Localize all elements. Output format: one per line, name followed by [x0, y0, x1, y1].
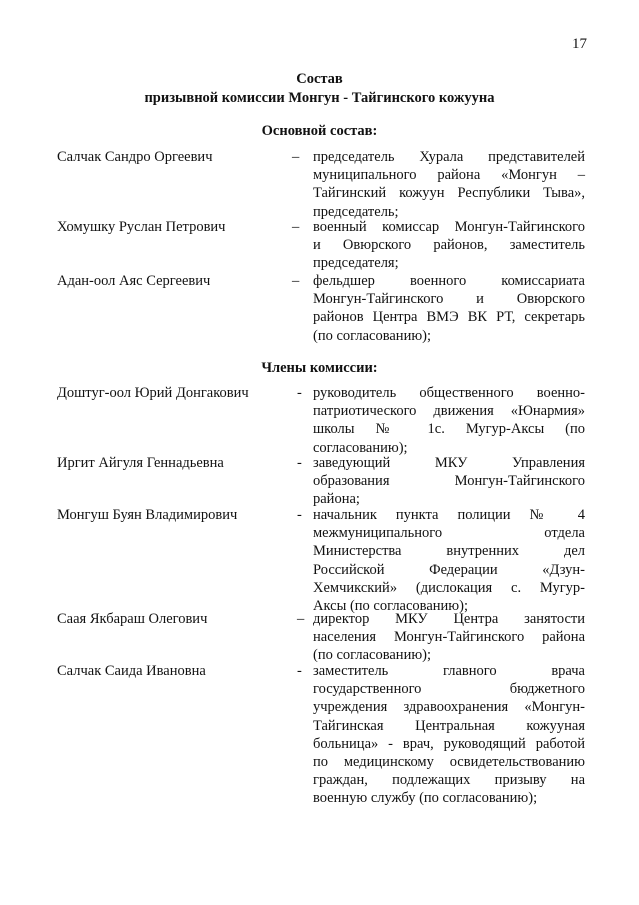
role-line: Аксы (по согласованию); — [313, 597, 468, 614]
member-name: Адан-оол Аяс Сергеевич — [57, 273, 211, 289]
role-line: Тайгинский кожуун Республики Тыва», — [313, 185, 585, 202]
member-dash: – — [292, 273, 300, 289]
role-line: учреждения здравоохранения «Монгун- — [313, 699, 585, 716]
role-line: и Овюрского районов, заместитель — [313, 237, 585, 254]
member-role-description — [313, 506, 585, 615]
role-line: директор МКУ Центра занятости — [313, 611, 585, 627]
role-line: начальник пункта полиции № 4 — [313, 507, 585, 523]
member-dash: - — [297, 385, 302, 401]
role-line: фельдшер военного комиссариата — [313, 273, 585, 289]
member-role-description — [313, 148, 585, 221]
member-role-description — [313, 662, 585, 808]
members-section-heading: Члены комиссии: — [261, 360, 378, 376]
role-line: военный комиссар Монгун-Тайгинского — [313, 219, 585, 235]
member-name: Салчак Сандро Оргеевич — [57, 149, 213, 165]
role-line: (по согласованию); — [313, 647, 432, 664]
role-line: заведующий МКУ Управления — [313, 455, 585, 471]
member-name: Хомушку Руслан Петрович — [57, 219, 226, 235]
member-dash: – — [292, 219, 300, 235]
member-dash: - — [297, 663, 302, 679]
member-name: Салчак Саида Ивановна — [57, 663, 206, 679]
role-line: государственного бюджетного — [313, 681, 585, 698]
document-title-line-1: Состав — [296, 71, 343, 87]
member-role-description — [313, 272, 585, 345]
member-dash: – — [292, 149, 300, 165]
role-line: руководитель общественного военно- — [313, 385, 585, 401]
role-line: председатель; — [313, 203, 399, 220]
role-line: школы № 1с. Мугур-Аксы (по — [313, 421, 585, 438]
role-line: Тайгинская Центральная кожууная — [313, 717, 585, 734]
member-name: Монгуш Буян Владимирович — [57, 507, 238, 523]
role-line: по медицинскому освидетельствованию — [313, 753, 585, 770]
member-dash: - — [297, 507, 302, 523]
role-line: патриотического движения «Юнармия» — [313, 403, 585, 420]
role-line: района; — [313, 491, 360, 508]
role-line: муниципального района «Монгун – — [313, 167, 585, 184]
document-title-line-2: призывной комиссии Монгун - Тайгинского кожууна — [144, 90, 495, 106]
role-line: больница» - врач, руководящий работой — [313, 735, 585, 752]
role-line: Монгун-Тайгинского и Овюрского — [313, 291, 585, 308]
role-line: Министерства внутренних дел — [313, 543, 585, 560]
role-line: председателя; — [313, 255, 399, 272]
role-line: (по согласованию); — [313, 327, 432, 344]
page-number: 17 — [572, 36, 587, 52]
role-line: граждан, подлежащих призыву на — [313, 772, 585, 789]
role-line: заместитель главного врача — [313, 663, 585, 679]
member-dash: - — [297, 455, 302, 471]
role-line: военную службу (по согласованию); — [313, 790, 538, 807]
role-line: согласованию); — [313, 439, 408, 456]
main-section-heading: Основной состав: — [261, 123, 378, 139]
member-role-description — [313, 610, 585, 665]
member-role-description — [313, 384, 585, 457]
role-line: председатель Хурала представителей — [313, 149, 585, 165]
role-line: Российской Федерации «Дзун- — [313, 561, 585, 578]
member-name: Доштуг-оол Юрий Донгакович — [57, 385, 249, 401]
role-line: образования Монгун-Тайгинского — [313, 473, 585, 490]
role-line: Хемчикский» (дислокация с. Мугур- — [313, 579, 585, 596]
member-name: Саая Якбараш Олегович — [57, 611, 208, 627]
role-line: районов Центра ВМЭ ВК РТ, секретарь — [313, 309, 585, 326]
member-role-description — [313, 218, 585, 273]
role-line: межмуниципального отдела — [313, 525, 585, 542]
member-role-description — [313, 454, 585, 509]
member-dash: – — [297, 611, 305, 627]
role-line: населения Монгун-Тайгинского района — [313, 629, 585, 646]
member-name: Иргит Айгуля Геннадьевна — [57, 455, 224, 471]
